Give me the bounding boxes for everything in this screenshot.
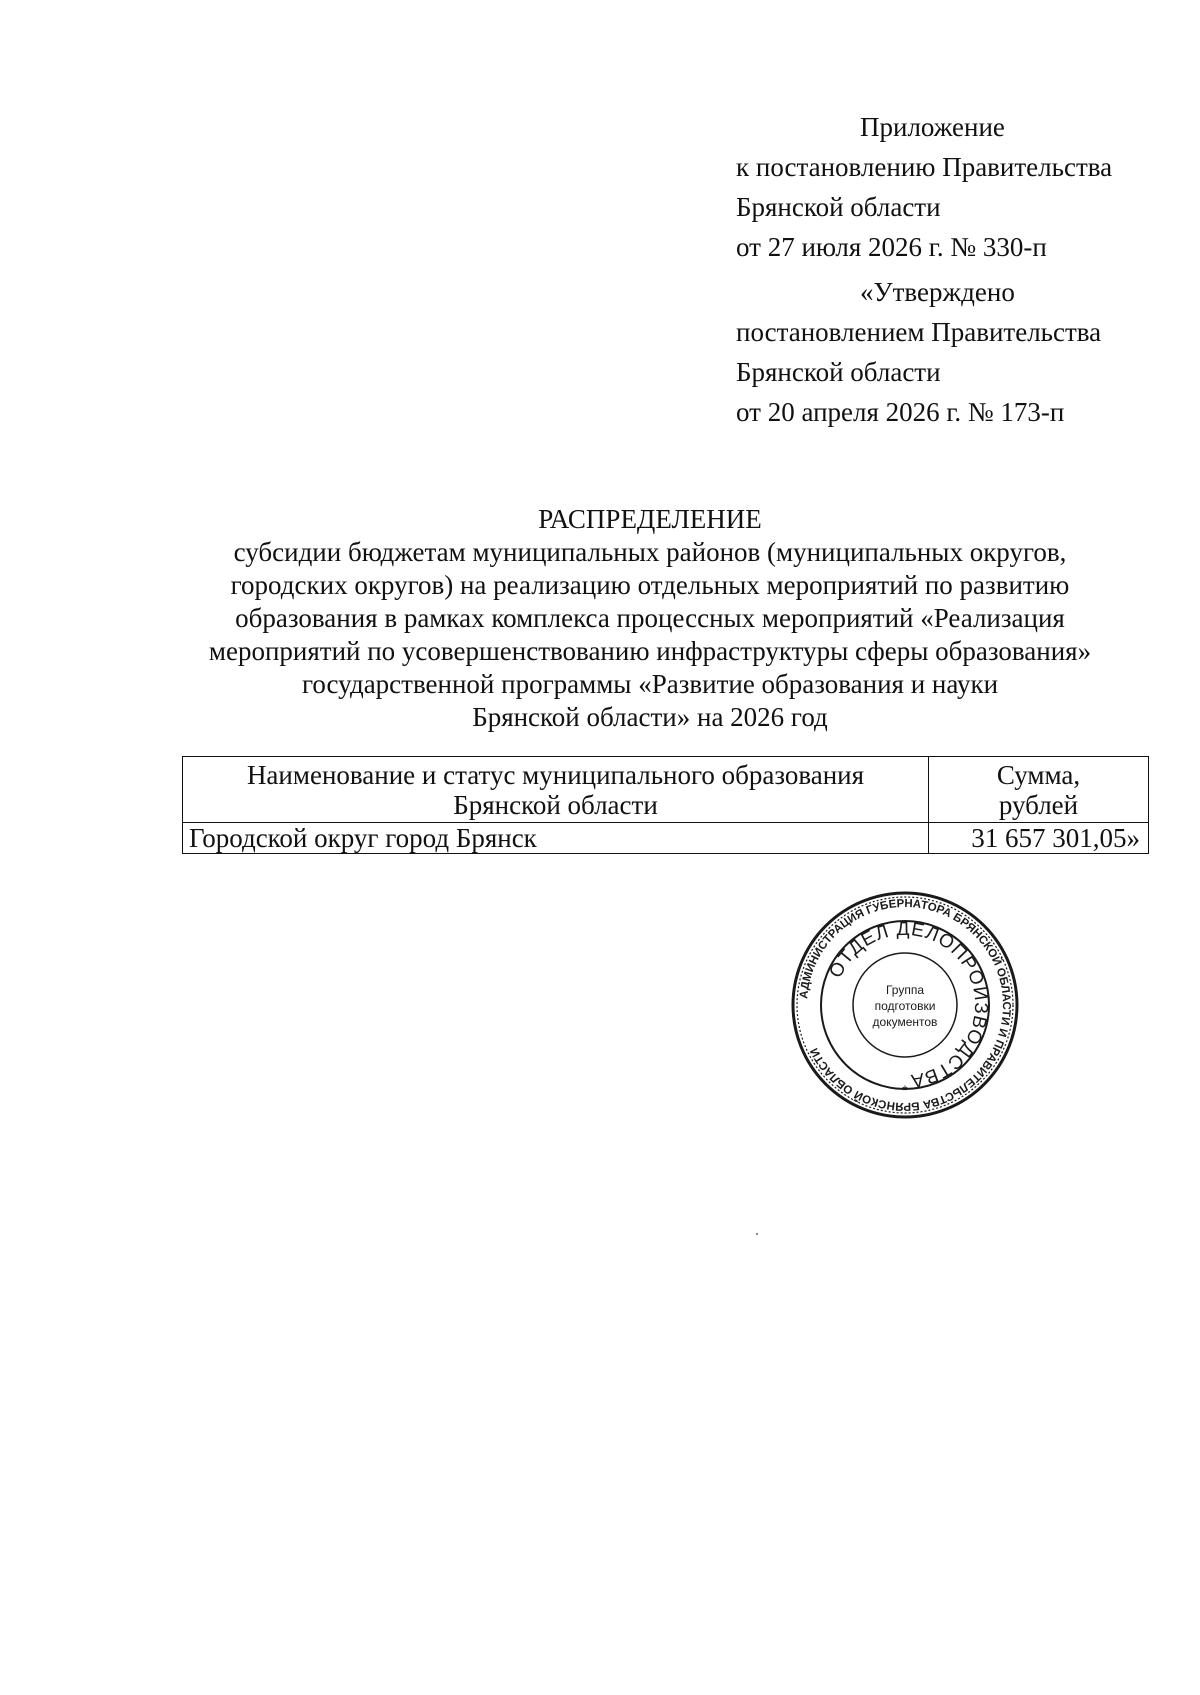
title-line: образования в рамках комплекса процессных мероприятий «Реализация [235, 603, 1065, 633]
column-header-sum: Сумма, рублей [929, 757, 1149, 823]
approved-decree-ref: постановлением Правительства [736, 317, 1102, 347]
municipality-name-cell: Городской округ город Брянск [183, 823, 929, 854]
seal-outer-text: АДМИНИСТРАЦИЯ ГУБЕРНАТОРА БРЯНСКОЙ ОБЛАСТИ И ПРАВИТЕЛЬСТВА БРЯНСКОЙ ОБЛАСТИ [798, 897, 1013, 1113]
column-header-name: Наименование и статус муниципального образования Брянской области [183, 757, 929, 823]
table-header-row [183, 757, 1149, 823]
approved-header [736, 272, 1101, 432]
official-seal-stamp [790, 890, 1020, 1120]
seal-center-line: документов [872, 1015, 938, 1029]
title-line: Брянской области» на 2026 год [472, 702, 828, 732]
title-line: субсидии бюджетам муниципальных районов (муниципальных округов, [233, 537, 1067, 567]
seal-icon [790, 890, 1020, 1120]
approved-date-number: от 20 апреля 2026 г. № 173-п [736, 397, 1065, 427]
seal-ring-text: ОТДЕЛ ДЕЛОПРОИЗВОДСТВА [825, 918, 992, 1091]
title-line: государственной программы «Развитие образования и науки [301, 669, 999, 699]
amount-cell: 31 657 301,05» [929, 823, 1149, 854]
approved-label: «Утверждено [860, 277, 1015, 307]
distribution-table [182, 756, 1149, 854]
appendix-decree-ref: к постановлению Правительства [736, 152, 1113, 182]
seal-star-icon: * [902, 1082, 908, 1098]
appendix-date-number: от 27 июля 2026 г. № 330-п [736, 232, 1047, 262]
approved-region: Брянской области [736, 357, 941, 387]
appendix-header [736, 107, 1112, 267]
title-heading: РАСПРЕДЕЛЕНИЕ [538, 504, 762, 534]
scan-speck [756, 1233, 758, 1235]
seal-center-line: подготовки [874, 999, 936, 1013]
appendix-region: Брянской области [736, 192, 941, 222]
title-line: городских округов) на реализацию отдельных мероприятий по развитию [230, 570, 1070, 600]
document-title [150, 503, 1150, 734]
seal-center-line: Группа [885, 983, 925, 997]
title-line: мероприятий по усовершенствованию инфраструктуры сферы образования» [208, 636, 1092, 666]
table-row [183, 823, 1149, 854]
appendix-label: Приложение [860, 112, 1005, 142]
